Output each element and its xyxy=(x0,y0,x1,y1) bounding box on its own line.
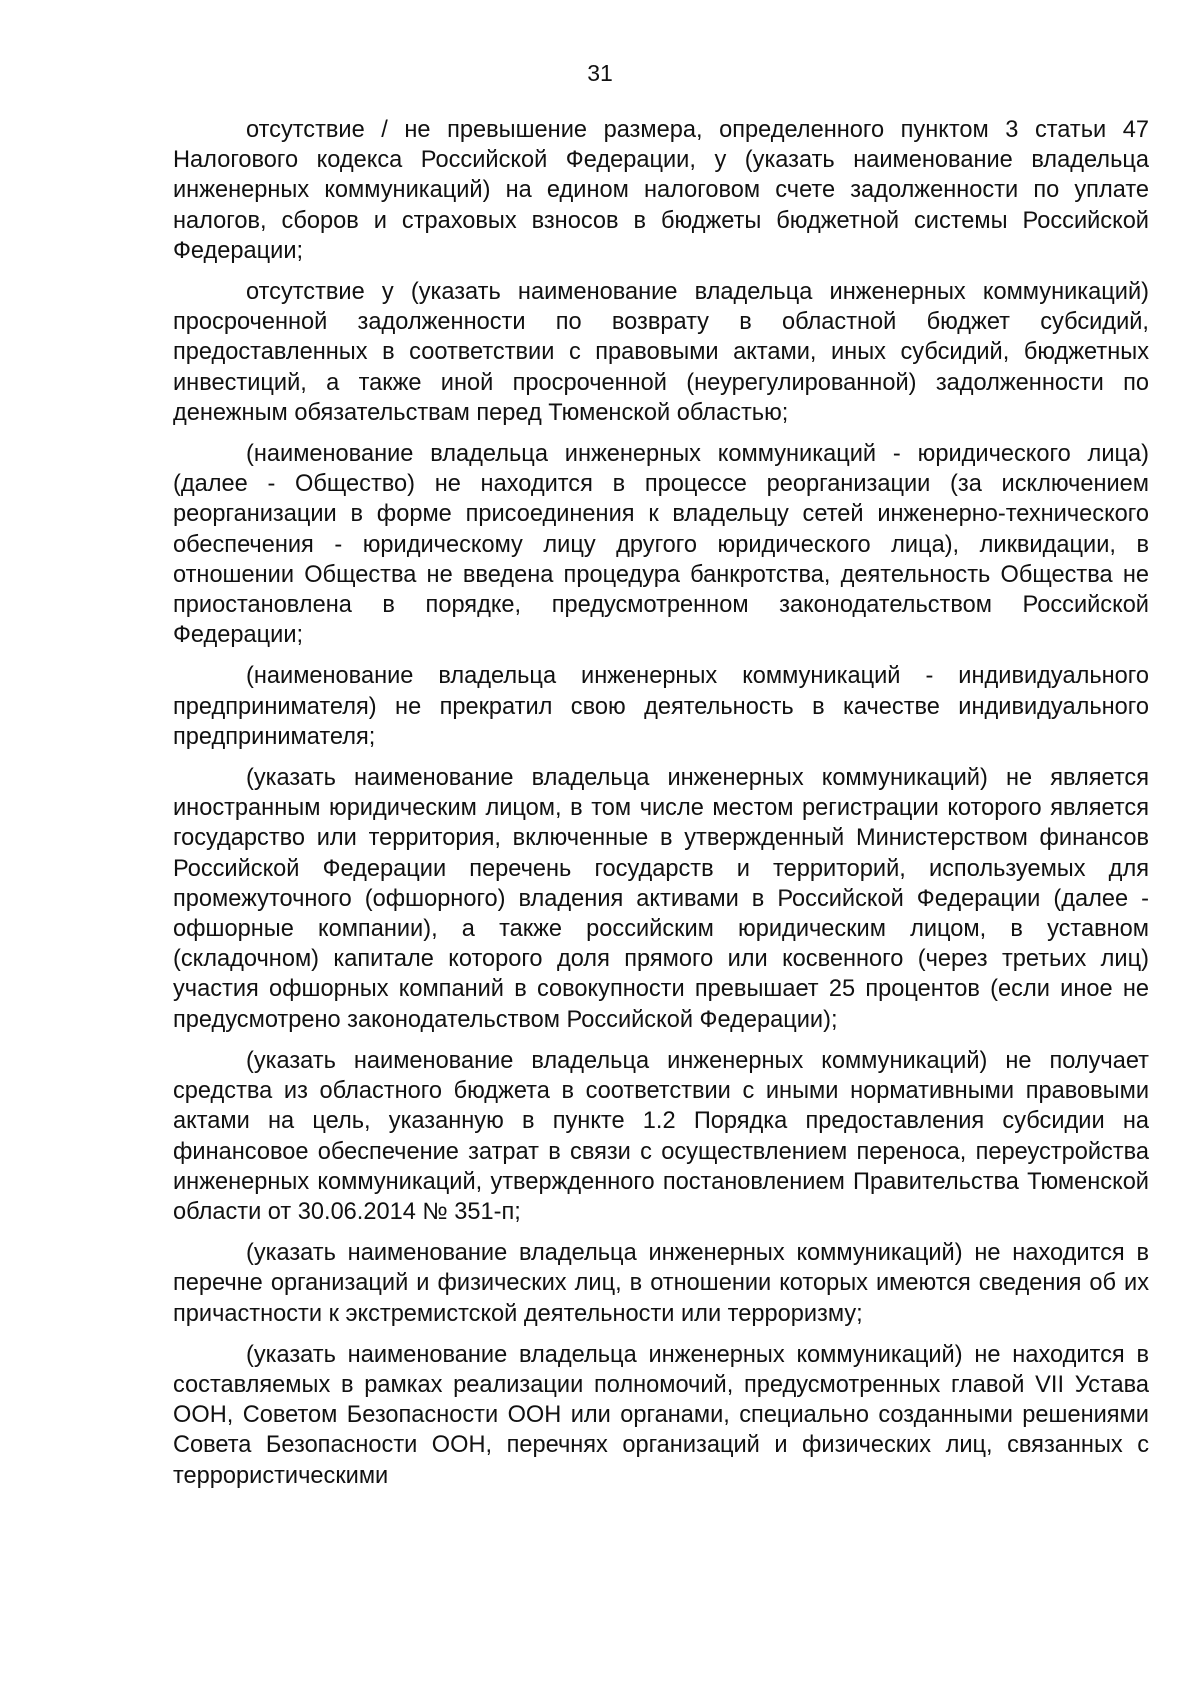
paragraph-overdue-debt: отсутствие у (указать наименование владельца инженерных коммуникаций) просроченной задолженности по возврату в областной бюджет субсидий, предоставленных в соответствии с правовыми актами, иных субсидий, бюджетных инвестиций, а также иной просроченной (неурегулированной) задолженности по денежным обязательствам перед Тюменской областью; xyxy=(173,279,1149,426)
document-body xyxy=(173,115,1149,1491)
paragraph-offshore: (указать наименование владельца инженерных коммуникаций) не является иностранным юридическим лицом, в том числе местом регистрации которого является государство или территория, включенные в утвержденный Министерством финансов Российской Федерации перечень государств и территорий, используемых для промежуточного (офшорного) владения активами в Российской Федерации (далее - офшорные компании), а также российским юридическим лицом, в уставном (складочном) капитале которого доля прямого или косвенного (через третьих лиц) участия офшорных компаний в совокупности превышает 25 процентов (если иное не предусмотрено законодательством Российской Федерации); xyxy=(173,765,1149,1033)
paragraph-regional-budget: (указать наименование владельца инженерных коммуникаций) не получает средства из областного бюджета в соответствии с иными нормативными правовыми актами на цель, указанную в пункте 1.2 Порядка предоставления субсидии на финансовое обеспечение затрат в связи с осуществлением переноса, переустройства инженерных коммуникаций, утвержденного постановлением Правительства Тюменской области от 30.06.2014 № 351-п; xyxy=(173,1047,1149,1225)
paragraph-extremism-list: (указать наименование владельца инженерных коммуникаций) не находится в перечне организаций и физических лиц, в отношении которых имеются сведения об их причастности к экстремистской деятельности или терроризму; xyxy=(173,1240,1149,1327)
paragraph-tax-debt: отсутствие / не превышение размера, определенного пунктом 3 статьи 47 Налогового кодекса Российской Федерации, у (указать наименование владельца инженерных коммуникаций) на едином налоговом счете задолженности по уплате налогов, сборов и страховых взносов в бюджеты бюджетной системы Российской Федерации; xyxy=(173,117,1149,264)
paragraph-un-security-council: (указать наименование владельца инженерных коммуникаций) не находится в составляемых в рамках реализации полномочий, предусмотренных главой VII Устава ООН, Советом Безопасности ООН или органами, специально созданными решениями Совета Безопасности ООН, перечнях организаций и физических лиц, связанных с террористическими xyxy=(173,1341,1149,1489)
page-number: 31 xyxy=(587,60,613,86)
paragraph-legal-entity-status: (наименование владельца инженерных коммуникаций - юридического лица) (далее - Общество) не находится в процессе реорганизации (за исключением реорганизации в форме присоединения к владельцу сетей инженерно-технического обеспечения - юридическому лицу другого юридического лица), ликвидации, в отношении Общества не введена процедура банкротства, деятельность Общества не приостановлена в порядке, предусмотренном законодательством Российской Федерации; xyxy=(173,441,1149,649)
paragraph-individual-entrepreneur: (наименование владельца инженерных коммуникаций - индивидуального предпринимателя) не прекратил свою деятельность в качестве индивидуального предпринимателя; xyxy=(173,663,1149,750)
